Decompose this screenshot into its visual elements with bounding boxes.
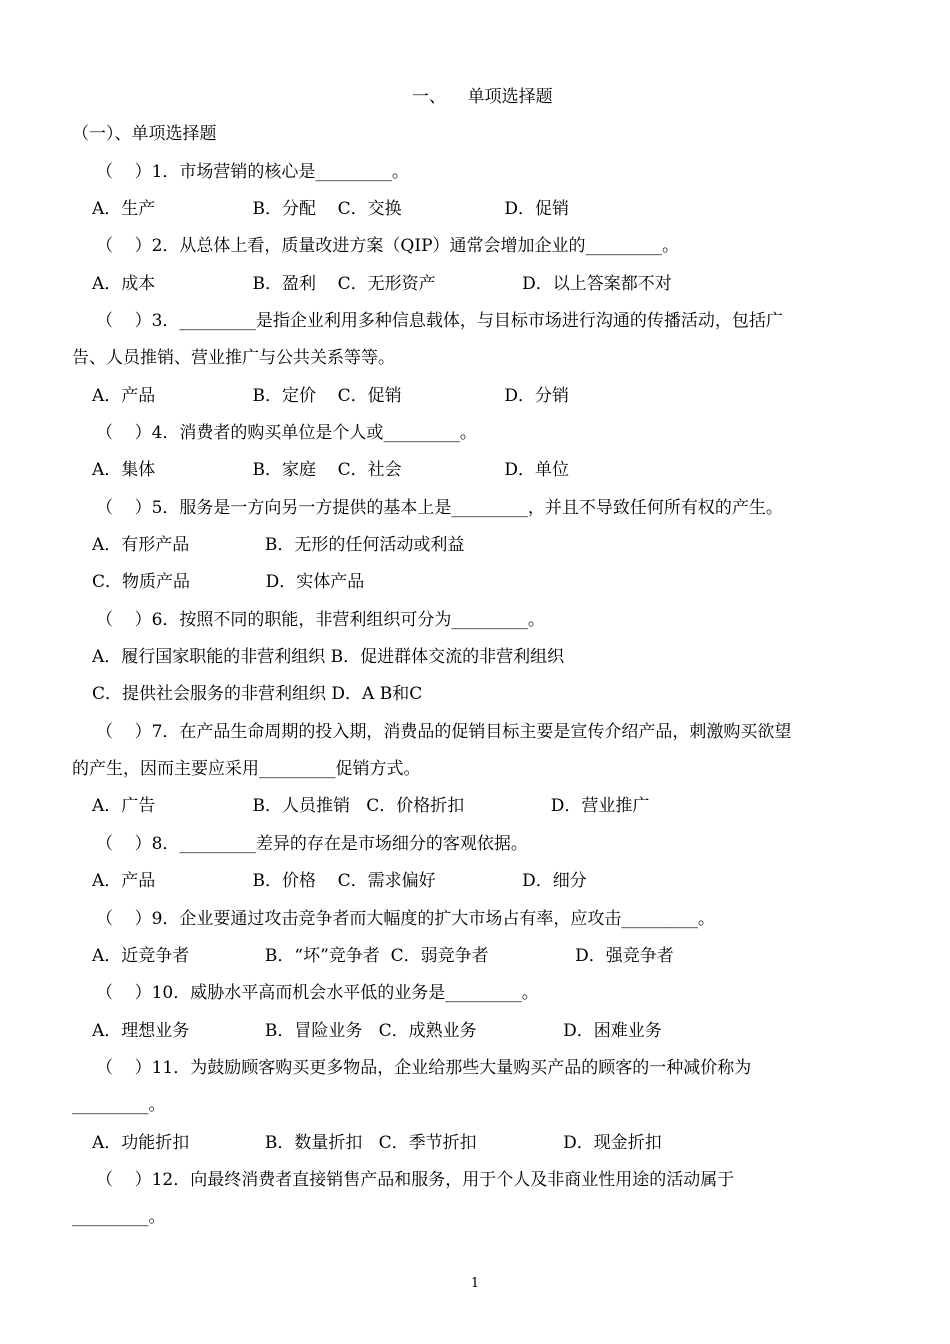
page-title: 一、 单项选择题	[412, 87, 553, 107]
options-5a: A．有形产品 B．无形的任何活动或利益	[92, 535, 465, 555]
question-3-cont: 告、人员推销、营业推广与公共关系等等。	[72, 348, 395, 368]
question-9: （ ）9．企业要通过攻击竞争者而大幅度的扩大市场占有率，应攻击_________。	[96, 909, 715, 929]
options-8: A．产品 B．价格 C．需求偏好 D．细分	[92, 871, 587, 891]
question-2: （ ）2．从总体上看，质量改进方案（QIP）通常会增加企业的_________。	[96, 236, 680, 256]
options-3: A．产品 B．定价 C．促销 D．分销	[92, 386, 569, 406]
question-3: （ ）3．_________是指企业利用多种信息载体，与目标市场进行沟通的传播活动，包括广	[96, 311, 783, 331]
options-6a: A．履行国家职能的非营利组织 B．促进群体交流的非营利组织	[92, 647, 565, 667]
question-10: （ ）10．威胁水平高而机会水平低的业务是_________。	[96, 983, 539, 1003]
question-11-cont: _________。	[72, 1095, 166, 1115]
question-8: （ ）8．_________差异的存在是市场细分的客观依据。	[96, 834, 528, 854]
options-1: A．生产 B．分配 C．交换 D．促销	[92, 199, 569, 219]
question-7: （ ）7．在产品生命周期的投入期，消费品的促销目标主要是宣传介绍产品，刺激购买欲望	[96, 722, 792, 742]
question-5: （ ）5．服务是一方向另一方提供的基本上是_________，并且不导致任何所有权的产生。	[96, 498, 783, 518]
question-4: （ ）4．消费者的购买单位是个人或_________。	[96, 423, 477, 443]
question-12: （ ）12．向最终消费者直接销售产品和服务，用于个人及非商业性用途的活动属于	[96, 1170, 735, 1190]
options-6b: C．提供社会服务的非营利组织 D．A B和C	[92, 684, 423, 704]
options-2: A．成本 B．盈利 C．无形资产 D．以上答案都不对	[92, 274, 672, 294]
page-number: 1	[470, 1276, 480, 1291]
question-11: （ ）11．为鼓励顾客购买更多物品，企业给那些大量购买产品的顾客的一种减价称为	[96, 1058, 752, 1078]
question-12-cont: _________。	[72, 1207, 166, 1227]
options-7: A．广告 B．人员推销 C．价格折扣 D．营业推广	[92, 796, 650, 816]
question-7-cont: 的产生，因而主要应采用_________促销方式。	[72, 759, 421, 779]
question-6: （ ）6．按照不同的职能，非营利组织可分为_________。	[96, 610, 545, 630]
options-5b: C．物质产品 D．实体产品	[92, 572, 365, 592]
options-10: A．理想业务 B．冒险业务 C．成熟业务 D．困难业务	[92, 1021, 662, 1041]
options-4: A．集体 B．家庭 C．社会 D．单位	[92, 460, 569, 480]
section-subtitle: （一）、单项选择题	[72, 124, 217, 144]
options-9: A．近竞争者 B．“坏”竞争者 C．弱竞争者 D．强竞争者	[92, 946, 674, 966]
options-11: A．功能折扣 B．数量折扣 C．季节折扣 D．现金折扣	[92, 1133, 662, 1153]
question-1: （ ）1．市场营销的核心是_________。	[96, 162, 409, 182]
